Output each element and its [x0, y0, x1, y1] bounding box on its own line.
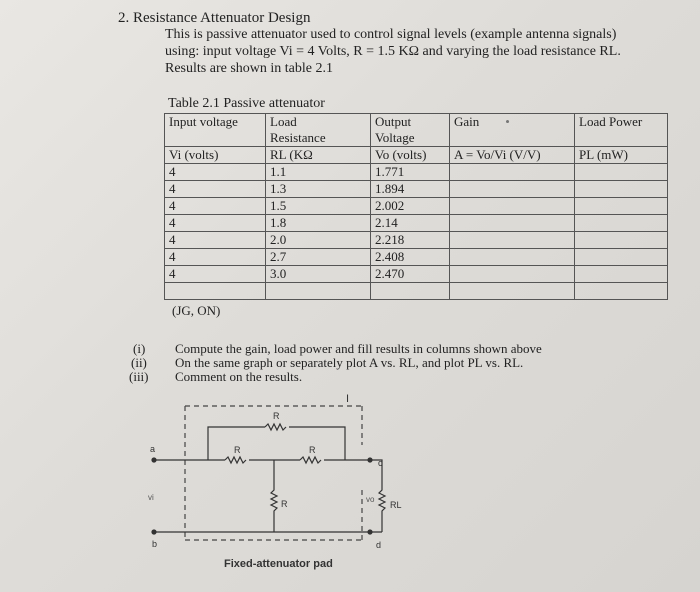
- cell-vo: 1.894: [371, 181, 450, 198]
- cell-gain: [450, 266, 575, 283]
- node-d-label: d: [376, 540, 382, 550]
- resistor-left: [225, 457, 246, 463]
- cell-pl: [575, 266, 668, 283]
- output-voltage-label: vo: [366, 495, 375, 504]
- cell-gain: [450, 249, 575, 266]
- unit-pl: PL (mW): [575, 147, 668, 164]
- node-a-label: a: [150, 444, 156, 454]
- attenuator-circuit: [140, 390, 440, 560]
- resistor-right-label: R: [309, 445, 316, 455]
- header-gain-label: Gain: [454, 114, 480, 129]
- node-b-label: b: [152, 539, 158, 549]
- table-row: [165, 232, 668, 249]
- header-gain: [450, 114, 575, 147]
- table-units-row: [165, 147, 668, 164]
- unit-vi: Vi (volts): [165, 147, 266, 164]
- terminal-b: [152, 530, 156, 534]
- header-output-voltage: Output Voltage: [371, 114, 450, 147]
- table-row: [165, 198, 668, 215]
- question-number-1: (i): [133, 341, 146, 356]
- resistor-shunt-label: R: [281, 499, 288, 509]
- table-row-empty: [165, 283, 668, 300]
- bridge-wire: [208, 427, 345, 460]
- question-text-3: Comment on the results.: [175, 369, 303, 384]
- intro-line-1: This is passive attenuator used to control signal levels (example antenna signals): [165, 27, 617, 42]
- header-load-power: Load Power: [575, 114, 668, 147]
- resistor-shunt: [271, 460, 277, 532]
- cell-vo: 2.14: [371, 215, 450, 232]
- cell-vo: 2.470: [371, 266, 450, 283]
- cell-vi: 4: [165, 232, 266, 249]
- cell-rl: 1.8: [266, 215, 371, 232]
- input-voltage-label: vi: [148, 493, 154, 502]
- header-load-resistance: Load Resistance: [266, 114, 371, 147]
- cell-gain: [450, 232, 575, 249]
- unit-rl: RL (KΩ: [266, 147, 371, 164]
- table-row: [165, 215, 668, 232]
- terminal-a: [152, 458, 156, 462]
- cell-pl: [575, 249, 668, 266]
- cell-vi: 4: [165, 266, 266, 283]
- intro-line-3: Results are shown in table 2.1: [165, 61, 333, 76]
- unit-gain: A = Vo/Vi (V/V): [450, 147, 575, 164]
- cell-rl: 3.0: [266, 266, 371, 283]
- resistor-top-label: R: [273, 411, 280, 421]
- terminal-c: [368, 458, 372, 462]
- unit-vo: Vo (volts): [371, 147, 450, 164]
- cell-gain: [450, 181, 575, 198]
- cell-vi: 4: [165, 198, 266, 215]
- resistor-right: [300, 457, 321, 463]
- cell-vi: 4: [165, 249, 266, 266]
- cell-vo: 2.218: [371, 232, 450, 249]
- cell-gain: [450, 198, 575, 215]
- section-heading: 2. Resistance Attenuator Design: [118, 10, 311, 26]
- current-label: I: [346, 393, 350, 405]
- table-row: [165, 266, 668, 283]
- cell-pl: [575, 215, 668, 232]
- cell-gain: [450, 164, 575, 181]
- cell-pl: [575, 181, 668, 198]
- resistor-top: [265, 424, 286, 430]
- table-caption: Table 2.1 Passive attenuator: [168, 96, 325, 111]
- table-row: [165, 164, 668, 181]
- cell-rl: 1.5: [266, 198, 371, 215]
- resistor-left-label: R: [234, 445, 241, 455]
- table-row: [165, 181, 668, 198]
- table-row: [165, 249, 668, 266]
- question-number-2: (ii): [131, 355, 147, 370]
- question-text-2: On the same graph or separately plot A vs. RL, and plot PL vs. RL.: [175, 355, 524, 370]
- author-note: (JG, ON): [172, 303, 221, 318]
- cell-pl: [575, 198, 668, 215]
- cell-rl: 2.7: [266, 249, 371, 266]
- cell-rl: 1.1: [266, 164, 371, 181]
- cell-vi: 4: [165, 215, 266, 232]
- cell-vo: 2.408: [371, 249, 450, 266]
- intro-line-2: using: input voltage Vi = 4 Volts, R = 1.5 KΩ and varying the load resistance RL.: [165, 44, 621, 59]
- node-c-label: c: [378, 458, 383, 468]
- cell-vo: 2.002: [371, 198, 450, 215]
- header-input-voltage: Input voltage: [165, 114, 266, 147]
- cell-rl: 1.3: [266, 181, 371, 198]
- load-resistor-label: RL: [390, 500, 402, 510]
- attenuator-table: [164, 113, 668, 300]
- question-number-3: (iii): [129, 369, 149, 384]
- cell-pl: [575, 164, 668, 181]
- cell-pl: [575, 232, 668, 249]
- cell-gain: [450, 215, 575, 232]
- cell-rl: 2.0: [266, 232, 371, 249]
- cursor-mark: •: [505, 114, 510, 129]
- cell-vo: 1.771: [371, 164, 450, 181]
- cell-vi: 4: [165, 181, 266, 198]
- table-header-row: [165, 114, 668, 147]
- terminal-d: [368, 530, 372, 534]
- circuit-caption: Fixed-attenuator pad: [224, 558, 333, 570]
- question-text-1: Compute the gain, load power and fill results in columns shown above: [175, 341, 542, 356]
- cell-vi: 4: [165, 164, 266, 181]
